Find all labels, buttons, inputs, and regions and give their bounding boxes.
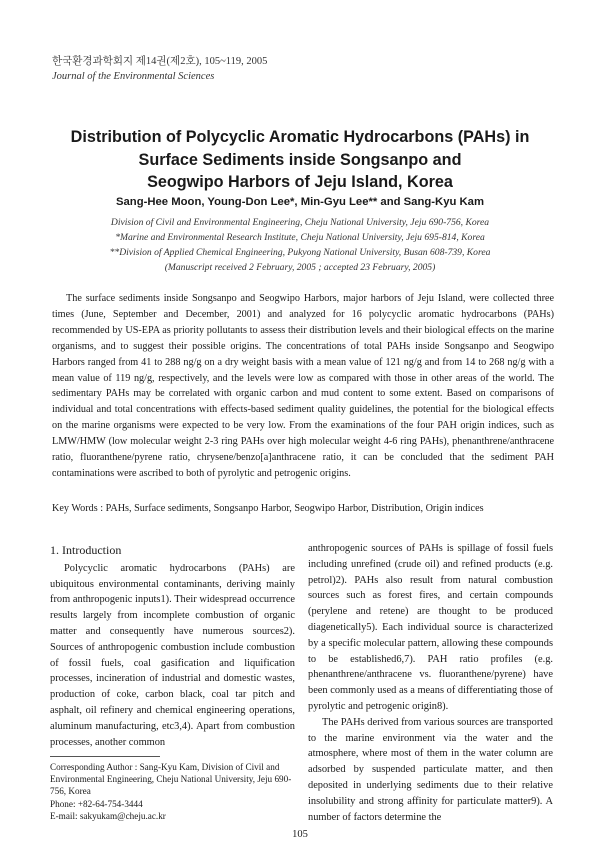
manuscript-dates: (Manuscript received 2 February, 2005 ; accepted 23 February, 2005) [164, 262, 436, 273]
paper-title [40, 126, 560, 194]
abstract: The surface sediments inside Songsanpo and Seogwipo Harbors, major harbors of Jeju Island, were collected three times (June, September and December, 2001) and analyzed for 16 polycyclic aromatic hydrocarbons (PAHs) recommended by US-EPA as priority pollutants to assess their distribution levels and their biological effects on the marine organisms, and to suggest their possible origins. The concentrations of total PAHs inside Songsanpo and Seogwipo Harbors ranged from 41 to 288 ng/g on a dry weight basis with a mean value of 121 ng/g and from 14 to 268 ng/g with a mean value of 119 ng/g, respectively, and the levels were low as compared with those in other areas of the world. The sedimentary PAHs may be correlated with organic carbon and mud content to some extent. Based on comparisons of individual and total concentrations with effects-based sediment quality guidelines, the potential for the biological effects on the marine organisms were expected to be very low. From the examinations of the four PAH origin indices, such as LMW/HMW (low molecular weight 2-3 ring PAHs over high molecular weight 4-6 ring PAHs), phenanthrene/anthracene ratio, fluoranthene/pyrene ratio, chrysene/benzo[a]anthracene ratio, it can be concluded that the sediment PAH contaminations were ascribed to both of pyrolytic and petrogenic origins. [52, 293, 554, 479]
title-line-3: Seogwipo Harbors of Jeju Island, Korea [147, 173, 453, 191]
right-column [308, 541, 553, 825]
intro-paragraph-2: anthropogenic sources of PAHs is spillage of fossil fuels including unrefined (crude oil) and refined products (e.g. petrol)2). PAHs also result from natural combustion sources such as forest fires, and certain compounds (perylene and retene) are thought to be produced diagenetically5). Each individual source is characterized by a specific molecular pattern, allowing these compounds to be established6,7). PAH ratio profiles (e.g. phenanthrene/anthracene vs. fluoranthene/pyrene) have been commonly used as a means of differentiating those of pyrolytic and petrogenic origin8). [308, 543, 553, 712]
affiliation-2: *Marine and Environmental Research Institute, Cheju National University, Jeju 695-814, Korea [115, 232, 485, 243]
affiliations [60, 215, 540, 275]
author-list: Sang-Hee Moon, Young-Don Lee*, Min-Gyu Lee** and Sang-Kyu Kam [115, 196, 484, 208]
footnote-author: Corresponding Author : Sang-Kyu Kam, Division of Civil and Environmental Engineering, Cheju National University, Jeju 690-756, Korea [50, 762, 292, 797]
page-number: 105 [292, 829, 308, 840]
title-line-1: Distribution of Polycyclic Aromatic Hydrocarbons (PAHs) in [70, 128, 530, 146]
footnote-rule [50, 756, 160, 757]
journal-header [52, 54, 267, 84]
section-heading: 1. Introduction [50, 543, 122, 557]
intro-paragraph-1: Polycyclic aromatic hydrocarbons (PAHs) are ubiquitous environmental contaminants, deriving mainly from anthropogenic inputs1). Their widespread occurrence results largely from incomplete combustion of organic matter and consequently have numerous sources2). Sources of anthropogenic combustion include combustion of fossil fuels, coal gasification and liquification processes, incineration of industrial and domestic wastes, production of coke, carbon black, coal tar pitch and asphalt, oil refinery and chemical engineering operations, aluminum manufacturing, etc3,4). Apart from combustion processes, another common [50, 562, 295, 748]
affiliation-3: **Division of Applied Chemical Engineering, Pukyong National University, Busan 608-739, Korea [109, 247, 491, 258]
journal-korean-line: 한국환경과학회지 제14권(제2호), 105~119, 2005 [52, 56, 268, 67]
footnote-phone: Phone: +82-64-754-3444 [50, 798, 143, 809]
title-line-2: Surface Sediments inside Songsanpo and [138, 150, 462, 169]
keywords: Key Words : PAHs, Surface sediments, Songsanpo Harbor, Seogwipo Harbor, Distribution, Origin indices [52, 503, 484, 514]
corresponding-author-footnote [50, 761, 295, 822]
intro-paragraph-3: The PAHs derived from various sources are transported to the marine environment via the water and the atmosphere, where most of them in the water column are adsorbed by suspended particulate matter, and then deposited in underlying sediments due to their relative insolubility and strong affinity for particulate matter9). A number of factors determine the [308, 716, 553, 823]
journal-name: Journal of the Environmental Sciences [52, 71, 215, 82]
affiliation-1: Division of Civil and Environmental Engineering, Cheju National University, Jeju 690-756, Korea [110, 217, 490, 228]
left-column [50, 543, 295, 750]
footnote-email: E-mail: sakyukam@cheju.ac.kr [50, 810, 166, 821]
